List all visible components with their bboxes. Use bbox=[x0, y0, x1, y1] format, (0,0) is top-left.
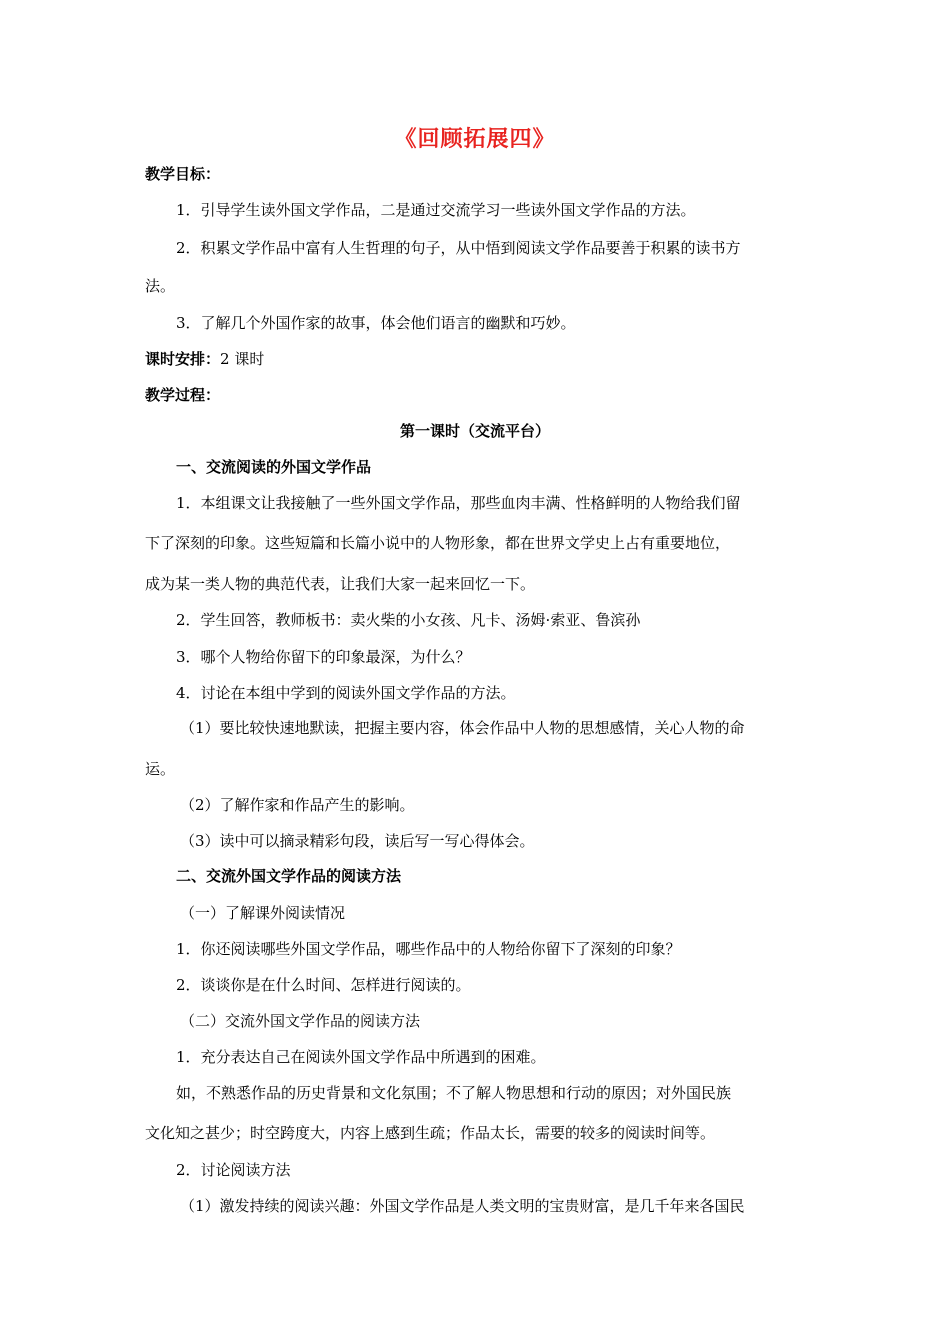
paragraph-line: 成为某一类人物的典范代表，让我们大家一起来回忆一下。 bbox=[145, 575, 536, 593]
paragraph-line: 文化知之甚少；时空跨度大，内容上感到生疏；作品太长，需要的较多的阅读时间等。 bbox=[145, 1124, 716, 1142]
paragraph-line: 1．本组课文让我接触了一些外国文学作品，那些血肉丰满、性格鲜明的人物给我们留 bbox=[176, 494, 741, 512]
paragraph-line: 如，不熟悉作品的历史背景和文化氛围；不了解人物思想和行动的原因；对外国民族 bbox=[176, 1084, 732, 1102]
schedule-line bbox=[145, 350, 264, 368]
paragraph-line: 4．讨论在本组中学到的阅读外国文学作品的方法。 bbox=[176, 684, 516, 702]
section-heading: 一、交流阅读的外国文学作品 bbox=[176, 458, 372, 476]
process-heading: 教学过程： bbox=[145, 386, 221, 404]
paragraph-line: （1）激发持续的阅读兴趣：外国文学作品是人类文明的宝贵财富，是几千年来各国民 bbox=[180, 1197, 745, 1215]
paragraph-line: 下了深刻的印象。这些短篇和长篇小说中的人物形象，都在世界文学史上占有重要地位， bbox=[145, 534, 731, 552]
paragraph-line: 2．学生回答，教师板书：卖火柴的小女孩、凡卡、汤姆·索亚、鲁滨孙 bbox=[176, 611, 641, 629]
paragraph-line: （2）了解作家和作品产生的影响。 bbox=[180, 796, 415, 814]
schedule-label: 课时安排： bbox=[145, 350, 221, 368]
paragraph-line: （二）交流外国文学作品的阅读方法 bbox=[180, 1012, 421, 1030]
objective-item: 法。 bbox=[145, 277, 176, 295]
paragraph-line: 3．哪个人物给你留下的印象最深，为什么？ bbox=[176, 648, 471, 666]
paragraph-line: 2．讨论阅读方法 bbox=[176, 1161, 291, 1179]
paragraph-line: 1．充分表达自己在阅读外国文学作品中所遇到的困难。 bbox=[176, 1048, 546, 1066]
document-title: 《回顾拓展四》 bbox=[394, 126, 556, 152]
objective-item: 3．了解几个外国作家的故事，体会他们语言的幽默和巧妙。 bbox=[176, 314, 576, 332]
objective-item: 2．积累文学作品中富有人生哲理的句子，从中悟到阅读文学作品要善于积累的读书方 bbox=[176, 239, 741, 257]
objectives-heading: 教学目标： bbox=[145, 165, 221, 183]
section-heading: 二、交流外国文学作品的阅读方法 bbox=[176, 867, 402, 885]
schedule-value: 2 课时 bbox=[220, 350, 265, 368]
paragraph-line: 运。 bbox=[145, 760, 176, 778]
paragraph-line: 1．你还阅读哪些外国文学作品，哪些作品中的人物给你留下了深刻的印象？ bbox=[176, 940, 681, 958]
objective-item: 1．引导学生读外国文学作品，二是通过交流学习一些读外国文学作品的方法。 bbox=[176, 201, 696, 219]
paragraph-line: （1）要比较快速地默读，把握主要内容，体会作品中人物的思想感情，关心人物的命 bbox=[180, 719, 745, 737]
lesson-heading: 第一课时（交流平台） bbox=[399, 422, 550, 440]
paragraph-line: （3）读中可以摘录精彩句段，读后写一写心得体会。 bbox=[180, 832, 535, 850]
paragraph-line: 2．谈谈你是在什么时间、怎样进行阅读的。 bbox=[176, 976, 471, 994]
paragraph-line: （一）了解课外阅读情况 bbox=[180, 904, 346, 922]
